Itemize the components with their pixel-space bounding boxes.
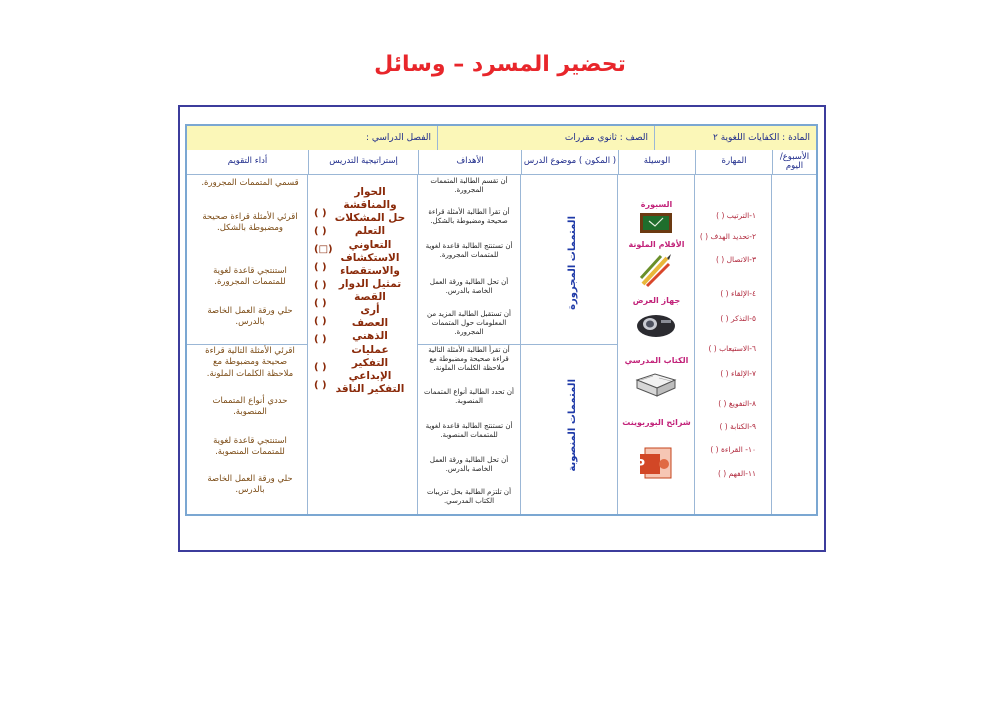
assessment-item: استنتجي قاعدة لغوية للمتممات المجرورة. [213, 266, 287, 288]
strategy-item: الحوار والمناقشة [343, 186, 397, 212]
goal-item: أن تحدد الطالبة أنواع المتممات المنصوبة. [424, 388, 514, 406]
semester-label: الفصل الدراسي : [365, 133, 431, 143]
tool-label-slides: شرائح البوربوينت [622, 418, 691, 427]
skill-item: ٩-الكتابة ( ) [719, 422, 756, 431]
strategy-list [334, 186, 406, 396]
goal-item: أن تحل الطالبة ورقة العمل الخاصة بالدرس. [429, 278, 509, 296]
skills-column [695, 174, 772, 514]
goal-item: أن تقرأ الطالبة الأمثلة التالية قراءة صحيحة ومضبوطة مع ملاحظة الكلمات الملونة. [428, 346, 510, 373]
grade-cell [437, 126, 654, 150]
page-title: تحضير المسرد – وسائل [374, 52, 626, 77]
skill-item: ١١-الفهم ( ) [717, 469, 756, 478]
strategy-checkbox[interactable]: ( ) [314, 362, 327, 373]
assessment-item: استنتجي قاعدة لغوية للمتممات المنصوبة. [213, 436, 287, 458]
subject-label: المادة : الكفايات اللغوية ٢ [712, 133, 810, 143]
skill-item: ٤-الإلقاء ( ) [720, 289, 756, 298]
book-icon [635, 370, 677, 400]
strategy-column [308, 174, 418, 514]
col-skill: المهارة [695, 150, 772, 174]
col-tool: الوسيلة [618, 150, 695, 174]
strategy-checkbox[interactable]: ( ) [314, 380, 327, 391]
goal-item: أن تقرأ الطالبة الأمثلة قراءة صحيحة ومضبوطة بالشكل. [428, 208, 510, 226]
skill-item: ٥-التذكر ( ) [720, 314, 756, 323]
col-strategy: إستراتيجية التدريس [308, 150, 418, 174]
assessment-item: حددي أنواع المتممات المنصوبة. [212, 396, 288, 418]
strategy-item: التفكير الناقد [335, 382, 405, 395]
strategy-checkbox[interactable]: ( ) [314, 316, 327, 327]
tools-column [618, 174, 695, 514]
goal-item: أن تستنتج الطالبة قاعدة لغوية للمتممات المجرورة. [425, 242, 513, 260]
strategy-checkbox[interactable]: ( ) [314, 298, 327, 309]
assessment-column [187, 174, 308, 514]
strategy-item: الاستكشاف والاستقصاء [340, 251, 400, 277]
strategy-item: حل المشكلات [334, 212, 406, 225]
strategy-item: العصف الذهني [351, 317, 389, 343]
column-headings [187, 150, 816, 175]
assessment-item: اقرئي الأمثلة التالية قراءة صحيحة ومضبوطة مع ملاحظة الكلمات الملونة. [205, 346, 295, 379]
topic-column [521, 174, 618, 514]
col-topic: ( المكون ) موضوع الدرس [521, 150, 618, 174]
col-goals: الأهداف [418, 150, 521, 174]
table-header-row [187, 126, 816, 151]
semester-cell [187, 126, 437, 150]
pencils-icon [639, 252, 673, 288]
strategy-checkbox[interactable]: ( ) [314, 334, 327, 345]
strategy-item: تمثيل الدوار [338, 277, 402, 290]
tool-label-pens: الأقلام الملونة [628, 240, 685, 249]
assessment-item: قسمي المتممات المجرورة. [201, 178, 299, 188]
assessment-item: حلي ورقة العمل الخاصة بالدرس. [207, 474, 293, 496]
strategy-item: القصة [354, 291, 386, 303]
goal-item: أن تستنتج الطالبة قاعدة لغوية للمتممات المنصوبة. [425, 422, 513, 440]
goal-item: أن تلتزم الطالبة بحل تدريبات الكتاب المدرسي. [426, 488, 512, 506]
strategy-item: التعلم التعاوني [348, 225, 392, 251]
skill-item: ١-الترتيب ( ) [716, 211, 756, 220]
projector-icon [635, 310, 677, 340]
strategy-checkbox[interactable]: ( ) [314, 280, 327, 291]
chalkboard-icon [639, 212, 673, 236]
powerpoint-icon [635, 446, 673, 480]
assessment-item: اقرئي الأمثلة قراءة صحيحة ومضبوطة بالشكل. [202, 212, 298, 234]
skill-item: ١٠- القراءة ( ) [710, 445, 756, 454]
col-assessment: أداء التقويم [227, 156, 268, 167]
goal-item: أن تحل الطالبة ورقة العمل الخاصة بالدرس. [429, 456, 509, 474]
tool-label-board: السبورة [640, 200, 673, 209]
grade-label: الصف : ثانوي مقررات [564, 133, 648, 143]
skill-item: ٦-الاستيعاب ( ) [708, 344, 756, 353]
goals-column [418, 174, 521, 514]
strategy-checkbox[interactable]: ( ) [314, 226, 327, 237]
goal-item: أن تقسم الطالبة المتممات المجرورة. [430, 177, 508, 195]
subject-cell [654, 126, 816, 150]
strategy-item: عمليات التفكير الإبداعي [348, 343, 392, 382]
col-week-day: الأسبوع/اليوم [772, 150, 816, 174]
svg-text:P: P [635, 458, 645, 473]
tool-label-textbook: الكتاب المدرسي [624, 356, 689, 365]
table-body [187, 174, 816, 514]
skill-item: ٢-تحديد الهدف ( ) [699, 232, 756, 241]
tool-label-projector: جهاز العرض [632, 296, 681, 305]
goal-item: أن تستقبل الطالبة المزيد من المعلومات حول المتممات المجرورة. [427, 310, 511, 337]
strategy-checkbox[interactable]: ( ) [314, 208, 327, 219]
topic-first: المتممات المجرورة [567, 216, 578, 310]
skill-item: ٧-الإلقاء ( ) [720, 369, 756, 378]
strategy-item: أرى [360, 304, 380, 317]
topic-second: المتممات المنصوبة [567, 379, 578, 472]
lesson-plan-table [185, 124, 818, 516]
skill-item: ٣-الاتصال ( ) [715, 255, 756, 264]
skill-item: ٨-التفويغ ( ) [718, 399, 756, 408]
assessment-item: حلي ورقة العمل الخاصة بالدرس. [207, 306, 293, 328]
strategy-checkbox[interactable]: ( ) [314, 262, 327, 273]
strategy-checkbox[interactable]: (□) [314, 244, 333, 255]
